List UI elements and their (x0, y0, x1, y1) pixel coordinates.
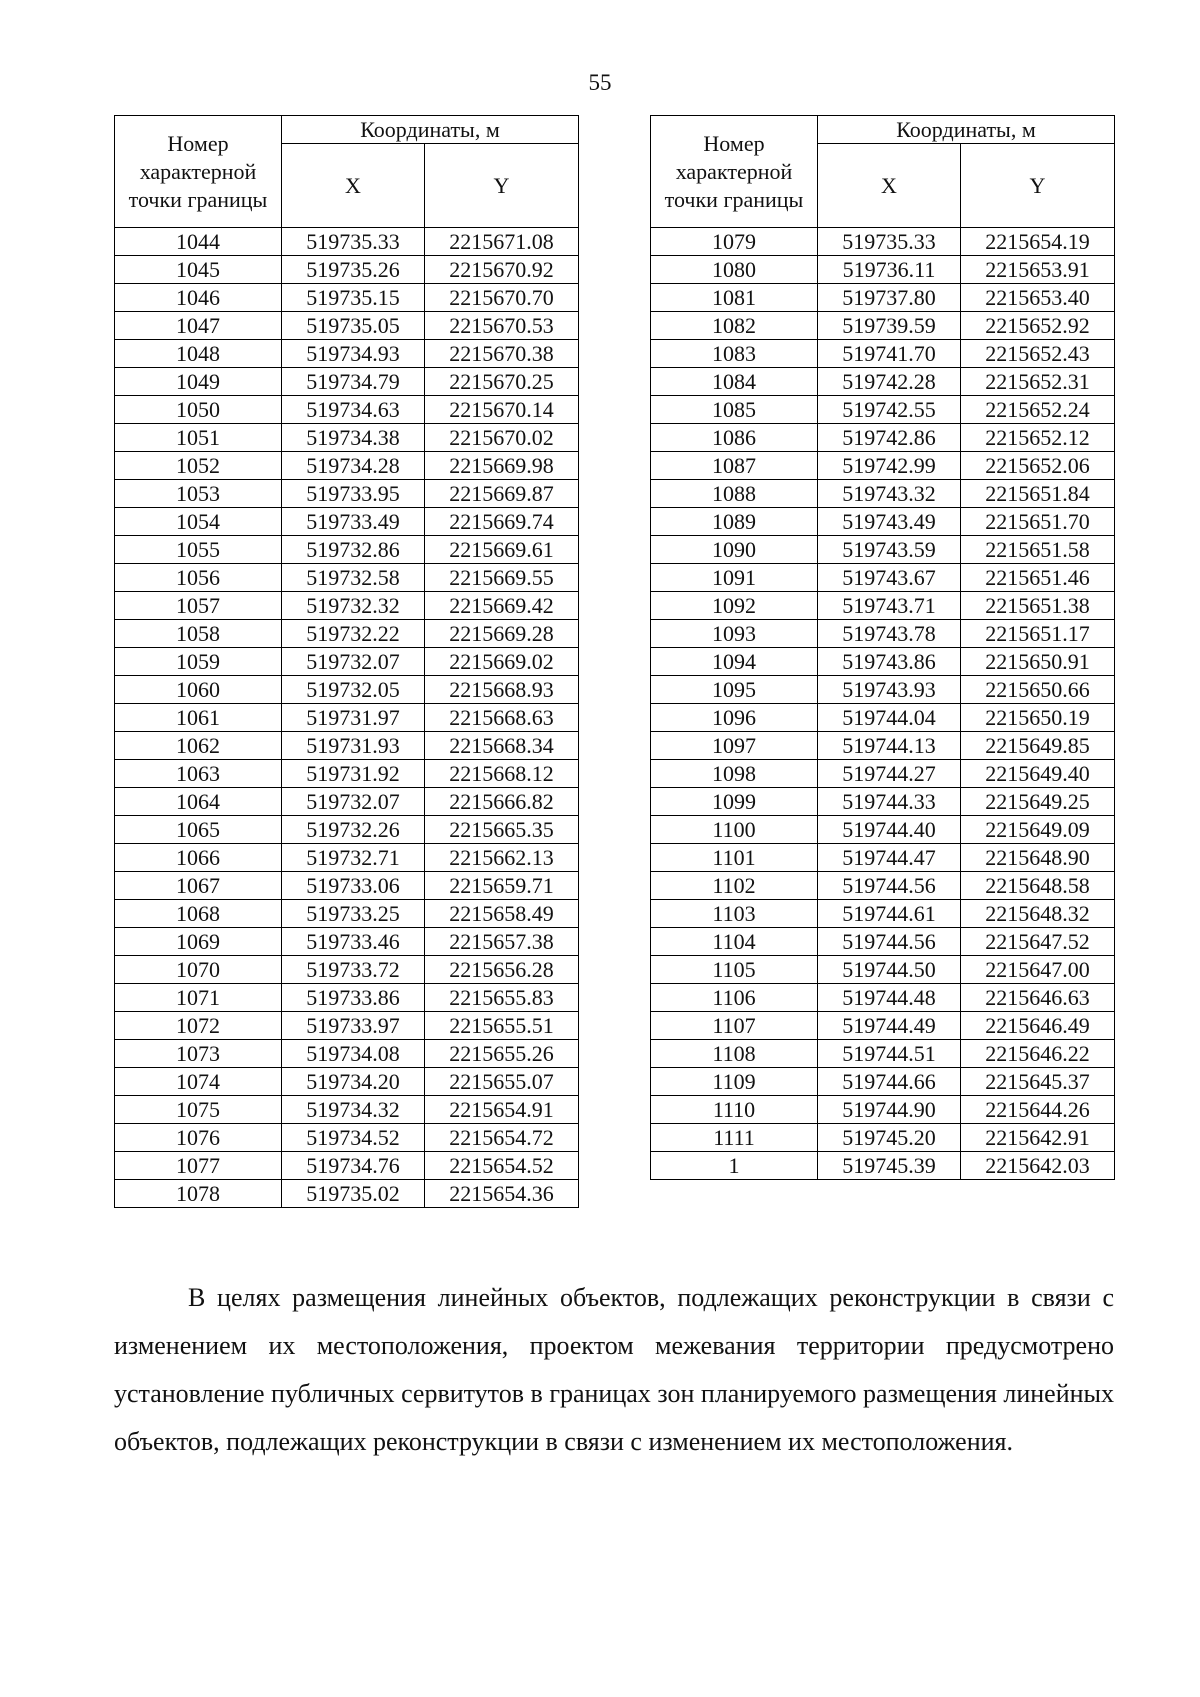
cell-point-number: 1105 (651, 956, 818, 984)
cell-y: 2215654.72 (425, 1124, 579, 1152)
table-row (115, 1096, 579, 1124)
cell-x: 519744.50 (818, 956, 961, 984)
cell-x: 519735.15 (282, 284, 425, 312)
cell-x: 519732.26 (282, 816, 425, 844)
cell-point-number: 1046 (115, 284, 282, 312)
table-row (651, 1040, 1115, 1068)
table-row (651, 480, 1115, 508)
table-row (651, 872, 1115, 900)
cell-point-number: 1065 (115, 816, 282, 844)
cell-point-number: 1069 (115, 928, 282, 956)
cell-point-number: 1072 (115, 1012, 282, 1040)
table-row (115, 956, 579, 984)
cell-x: 519733.86 (282, 984, 425, 1012)
cell-y: 2215671.08 (425, 228, 579, 256)
cell-y: 2215648.32 (961, 900, 1115, 928)
cell-y: 2215653.40 (961, 284, 1115, 312)
table-row (115, 312, 579, 340)
cell-y: 2215652.12 (961, 424, 1115, 452)
cell-x: 519732.07 (282, 788, 425, 816)
cell-y: 2215669.02 (425, 648, 579, 676)
table-row (115, 564, 579, 592)
table-row (651, 396, 1115, 424)
cell-point-number: 1050 (115, 396, 282, 424)
cell-point-number: 1111 (651, 1124, 818, 1152)
cell-y: 2215654.36 (425, 1180, 579, 1208)
coordinates-table-left (114, 115, 579, 1208)
cell-point-number: 1098 (651, 760, 818, 788)
cell-y: 2215646.22 (961, 1040, 1115, 1068)
cell-point-number: 1087 (651, 452, 818, 480)
cell-point-number: 1092 (651, 592, 818, 620)
cell-point-number: 1060 (115, 676, 282, 704)
cell-x: 519733.46 (282, 928, 425, 956)
cell-point-number: 1068 (115, 900, 282, 928)
table-row (651, 536, 1115, 564)
cell-point-number: 1080 (651, 256, 818, 284)
table-row (651, 452, 1115, 480)
cell-x: 519732.86 (282, 536, 425, 564)
cell-y: 2215666.82 (425, 788, 579, 816)
cell-y: 2215649.09 (961, 816, 1115, 844)
cell-point-number: 1091 (651, 564, 818, 592)
cell-y: 2215668.34 (425, 732, 579, 760)
cell-point-number: 1071 (115, 984, 282, 1012)
cell-y: 2215669.28 (425, 620, 579, 648)
cell-x: 519744.66 (818, 1068, 961, 1096)
cell-x: 519734.76 (282, 1152, 425, 1180)
cell-y: 2215645.37 (961, 1068, 1115, 1096)
cell-x: 519733.72 (282, 956, 425, 984)
cell-y: 2215652.24 (961, 396, 1115, 424)
cell-x: 519744.48 (818, 984, 961, 1012)
table-row (651, 676, 1115, 704)
cell-x: 519744.33 (818, 788, 961, 816)
cell-y: 2215646.49 (961, 1012, 1115, 1040)
cell-point-number: 1101 (651, 844, 818, 872)
table-row (115, 424, 579, 452)
cell-point-number: 1062 (115, 732, 282, 760)
cell-point-number: 1079 (651, 228, 818, 256)
cell-y: 2215670.92 (425, 256, 579, 284)
table-row (115, 760, 579, 788)
table-row (115, 1124, 579, 1152)
cell-x: 519731.93 (282, 732, 425, 760)
table-row (115, 1068, 579, 1096)
cell-point-number: 1063 (115, 760, 282, 788)
cell-y: 2215662.13 (425, 844, 579, 872)
table-row (115, 1040, 579, 1068)
cell-x: 519744.56 (818, 928, 961, 956)
cell-point-number: 1104 (651, 928, 818, 956)
cell-x: 519732.05 (282, 676, 425, 704)
cell-point-number: 1089 (651, 508, 818, 536)
cell-x: 519734.79 (282, 368, 425, 396)
cell-x: 519734.63 (282, 396, 425, 424)
cell-x: 519734.93 (282, 340, 425, 368)
table-row (651, 704, 1115, 732)
cell-point-number: 1108 (651, 1040, 818, 1068)
cell-point-number: 1110 (651, 1096, 818, 1124)
cell-point-number: 1073 (115, 1040, 282, 1068)
cell-x: 519744.40 (818, 816, 961, 844)
cell-x: 519734.28 (282, 452, 425, 480)
table-row (115, 676, 579, 704)
cell-y: 2215654.19 (961, 228, 1115, 256)
cell-y: 2215651.38 (961, 592, 1115, 620)
cell-x: 519744.13 (818, 732, 961, 760)
cell-y: 2215648.90 (961, 844, 1115, 872)
cell-point-number: 1084 (651, 368, 818, 396)
cell-x: 519743.67 (818, 564, 961, 592)
cell-point-number: 1100 (651, 816, 818, 844)
table-row (115, 648, 579, 676)
cell-y: 2215668.63 (425, 704, 579, 732)
table-row (651, 312, 1115, 340)
table-row (115, 480, 579, 508)
cell-point-number: 1044 (115, 228, 282, 256)
table-row (651, 816, 1115, 844)
header-y: Y (961, 144, 1115, 228)
cell-x: 519745.20 (818, 1124, 961, 1152)
table-row (115, 1012, 579, 1040)
table-row (651, 1012, 1115, 1040)
cell-point-number: 1106 (651, 984, 818, 1012)
table-row (651, 928, 1115, 956)
table-row (115, 900, 579, 928)
cell-point-number: 1107 (651, 1012, 818, 1040)
cell-y: 2215655.83 (425, 984, 579, 1012)
cell-point-number: 1102 (651, 872, 818, 900)
table-row (651, 424, 1115, 452)
cell-x: 519744.04 (818, 704, 961, 732)
cell-x: 519734.08 (282, 1040, 425, 1068)
cell-y: 2215649.40 (961, 760, 1115, 788)
cell-y: 2215669.74 (425, 508, 579, 536)
cell-x: 519744.90 (818, 1096, 961, 1124)
cell-y: 2215657.38 (425, 928, 579, 956)
cell-y: 2215670.25 (425, 368, 579, 396)
table-row (651, 1152, 1115, 1180)
cell-x: 519732.58 (282, 564, 425, 592)
cell-y: 2215642.03 (961, 1152, 1115, 1180)
cell-point-number: 1096 (651, 704, 818, 732)
table-row (115, 620, 579, 648)
cell-x: 519742.55 (818, 396, 961, 424)
cell-x: 519731.97 (282, 704, 425, 732)
header-x: X (818, 144, 961, 228)
table-body-right (651, 228, 1115, 1180)
table-row (115, 396, 579, 424)
cell-y: 2215642.91 (961, 1124, 1115, 1152)
cell-point-number: 1074 (115, 1068, 282, 1096)
cell-y: 2215654.52 (425, 1152, 579, 1180)
cell-y: 2215669.42 (425, 592, 579, 620)
table-row (651, 592, 1115, 620)
cell-y: 2215650.91 (961, 648, 1115, 676)
cell-point-number: 1078 (115, 1180, 282, 1208)
table-row (115, 844, 579, 872)
cell-y: 2215649.25 (961, 788, 1115, 816)
cell-x: 519732.32 (282, 592, 425, 620)
cell-point-number: 1055 (115, 536, 282, 564)
cell-x: 519744.56 (818, 872, 961, 900)
cell-x: 519743.49 (818, 508, 961, 536)
table-row (115, 984, 579, 1012)
cell-x: 519733.97 (282, 1012, 425, 1040)
body-paragraph: В целях размещения линейных объектов, подлежащих реконструкции в связи с изменением их местоположения, проектом межевания территории предусмотрено установление публичных сервитутов в границах зон планируемого размещения линейных объектов, подлежащих реконструкции в связи с изменением их местоположения. (114, 1283, 1114, 1456)
cell-y: 2215669.98 (425, 452, 579, 480)
table-row (651, 732, 1115, 760)
cell-x: 519742.28 (818, 368, 961, 396)
cell-x: 519734.20 (282, 1068, 425, 1096)
page-number: 55 (588, 70, 612, 95)
cell-y: 2215669.61 (425, 536, 579, 564)
cell-point-number: 1057 (115, 592, 282, 620)
cell-y: 2215653.91 (961, 256, 1115, 284)
table-row (115, 788, 579, 816)
cell-point-number: 1093 (651, 620, 818, 648)
cell-y: 2215670.14 (425, 396, 579, 424)
cell-x: 519739.59 (818, 312, 961, 340)
cell-point-number: 1058 (115, 620, 282, 648)
header-y: Y (425, 144, 579, 228)
cell-y: 2215655.26 (425, 1040, 579, 1068)
table-row (115, 928, 579, 956)
table-row (651, 760, 1115, 788)
cell-x: 519733.95 (282, 480, 425, 508)
table-row (651, 956, 1115, 984)
table-row (651, 368, 1115, 396)
cell-point-number: 1075 (115, 1096, 282, 1124)
cell-point-number: 1 (651, 1152, 818, 1180)
cell-x: 519735.33 (282, 228, 425, 256)
header-x: X (282, 144, 425, 228)
cell-point-number: 1064 (115, 788, 282, 816)
table-row (651, 284, 1115, 312)
cell-point-number: 1049 (115, 368, 282, 396)
cell-x: 519742.86 (818, 424, 961, 452)
cell-point-number: 1066 (115, 844, 282, 872)
cell-point-number: 1103 (651, 900, 818, 928)
cell-point-number: 1077 (115, 1152, 282, 1180)
table-row (651, 1124, 1115, 1152)
cell-y: 2215669.55 (425, 564, 579, 592)
coordinates-table-right (650, 115, 1115, 1180)
table-row (651, 1068, 1115, 1096)
cell-y: 2215647.00 (961, 956, 1115, 984)
cell-y: 2215656.28 (425, 956, 579, 984)
table-row (651, 1096, 1115, 1124)
cell-y: 2215652.31 (961, 368, 1115, 396)
table-row (115, 508, 579, 536)
cell-x: 519735.26 (282, 256, 425, 284)
cell-y: 2215651.58 (961, 536, 1115, 564)
cell-x: 519743.86 (818, 648, 961, 676)
cell-y: 2215651.70 (961, 508, 1115, 536)
table-row (115, 592, 579, 620)
cell-x: 519745.39 (818, 1152, 961, 1180)
cell-x: 519732.71 (282, 844, 425, 872)
cell-point-number: 1048 (115, 340, 282, 368)
cell-point-number: 1053 (115, 480, 282, 508)
cell-x: 519735.05 (282, 312, 425, 340)
cell-point-number: 1095 (651, 676, 818, 704)
cell-x: 519736.11 (818, 256, 961, 284)
cell-x: 519735.02 (282, 1180, 425, 1208)
cell-point-number: 1045 (115, 256, 282, 284)
cell-x: 519743.78 (818, 620, 961, 648)
table-row (115, 1152, 579, 1180)
cell-y: 2215670.02 (425, 424, 579, 452)
cell-point-number: 1051 (115, 424, 282, 452)
table-row (115, 1180, 579, 1208)
cell-point-number: 1082 (651, 312, 818, 340)
cell-point-number: 1088 (651, 480, 818, 508)
table-row (115, 256, 579, 284)
cell-y: 2215670.53 (425, 312, 579, 340)
cell-x: 519743.93 (818, 676, 961, 704)
cell-point-number: 1090 (651, 536, 818, 564)
cell-point-number: 1086 (651, 424, 818, 452)
cell-x: 519733.49 (282, 508, 425, 536)
cell-x: 519732.07 (282, 648, 425, 676)
cell-y: 2215658.49 (425, 900, 579, 928)
cell-x: 519737.80 (818, 284, 961, 312)
table-row (115, 704, 579, 732)
cell-x: 519743.59 (818, 536, 961, 564)
cell-y: 2215669.87 (425, 480, 579, 508)
header-point-number: Номер характерной точки границы (115, 116, 282, 228)
cell-y: 2215665.35 (425, 816, 579, 844)
cell-x: 519734.32 (282, 1096, 425, 1124)
cell-y: 2215650.66 (961, 676, 1115, 704)
cell-point-number: 1067 (115, 872, 282, 900)
cell-point-number: 1109 (651, 1068, 818, 1096)
cell-y: 2215649.85 (961, 732, 1115, 760)
table-row (115, 340, 579, 368)
cell-x: 519732.22 (282, 620, 425, 648)
table-row (651, 228, 1115, 256)
table-row (651, 340, 1115, 368)
table-row (651, 900, 1115, 928)
cell-y: 2215646.63 (961, 984, 1115, 1012)
cell-x: 519733.06 (282, 872, 425, 900)
cell-point-number: 1052 (115, 452, 282, 480)
cell-y: 2215668.93 (425, 676, 579, 704)
table-row (115, 872, 579, 900)
cell-point-number: 1081 (651, 284, 818, 312)
table-row (115, 452, 579, 480)
cell-point-number: 1059 (115, 648, 282, 676)
cell-y: 2215651.46 (961, 564, 1115, 592)
header-coordinates: Координаты, м (282, 116, 579, 144)
cell-x: 519744.61 (818, 900, 961, 928)
cell-y: 2215652.06 (961, 452, 1115, 480)
cell-x: 519744.49 (818, 1012, 961, 1040)
table-row (651, 648, 1115, 676)
table-row (115, 816, 579, 844)
table-row (651, 564, 1115, 592)
table-row (651, 984, 1115, 1012)
cell-y: 2215650.19 (961, 704, 1115, 732)
cell-point-number: 1097 (651, 732, 818, 760)
cell-x: 519742.99 (818, 452, 961, 480)
cell-x: 519733.25 (282, 900, 425, 928)
cell-y: 2215644.26 (961, 1096, 1115, 1124)
cell-y: 2215652.92 (961, 312, 1115, 340)
cell-y: 2215668.12 (425, 760, 579, 788)
cell-point-number: 1099 (651, 788, 818, 816)
cell-y: 2215651.84 (961, 480, 1115, 508)
cell-point-number: 1056 (115, 564, 282, 592)
header-point-number: Номер характерной точки границы (651, 116, 818, 228)
cell-x: 519731.92 (282, 760, 425, 788)
table-row (651, 620, 1115, 648)
cell-y: 2215654.91 (425, 1096, 579, 1124)
cell-y: 2215655.07 (425, 1068, 579, 1096)
table-row (115, 536, 579, 564)
cell-y: 2215651.17 (961, 620, 1115, 648)
cell-y: 2215648.58 (961, 872, 1115, 900)
cell-x: 519743.71 (818, 592, 961, 620)
table-row (651, 508, 1115, 536)
table-row (651, 844, 1115, 872)
cell-x: 519743.32 (818, 480, 961, 508)
cell-y: 2215652.43 (961, 340, 1115, 368)
cell-y: 2215659.71 (425, 872, 579, 900)
cell-point-number: 1047 (115, 312, 282, 340)
cell-x: 519735.33 (818, 228, 961, 256)
cell-y: 2215647.52 (961, 928, 1115, 956)
cell-y: 2215655.51 (425, 1012, 579, 1040)
cell-point-number: 1085 (651, 396, 818, 424)
cell-y: 2215670.38 (425, 340, 579, 368)
cell-x: 519741.70 (818, 340, 961, 368)
cell-x: 519744.47 (818, 844, 961, 872)
cell-point-number: 1070 (115, 956, 282, 984)
cell-x: 519734.38 (282, 424, 425, 452)
cell-point-number: 1061 (115, 704, 282, 732)
cell-point-number: 1054 (115, 508, 282, 536)
cell-y: 2215670.70 (425, 284, 579, 312)
table-row (115, 732, 579, 760)
table-body-left (115, 228, 579, 1208)
table-row (651, 256, 1115, 284)
table-row (651, 788, 1115, 816)
cell-x: 519744.27 (818, 760, 961, 788)
cell-point-number: 1083 (651, 340, 818, 368)
cell-x: 519734.52 (282, 1124, 425, 1152)
table-row (115, 228, 579, 256)
table-row (115, 368, 579, 396)
header-coordinates: Координаты, м (818, 116, 1115, 144)
cell-point-number: 1094 (651, 648, 818, 676)
table-row (115, 284, 579, 312)
cell-x: 519744.51 (818, 1040, 961, 1068)
cell-point-number: 1076 (115, 1124, 282, 1152)
